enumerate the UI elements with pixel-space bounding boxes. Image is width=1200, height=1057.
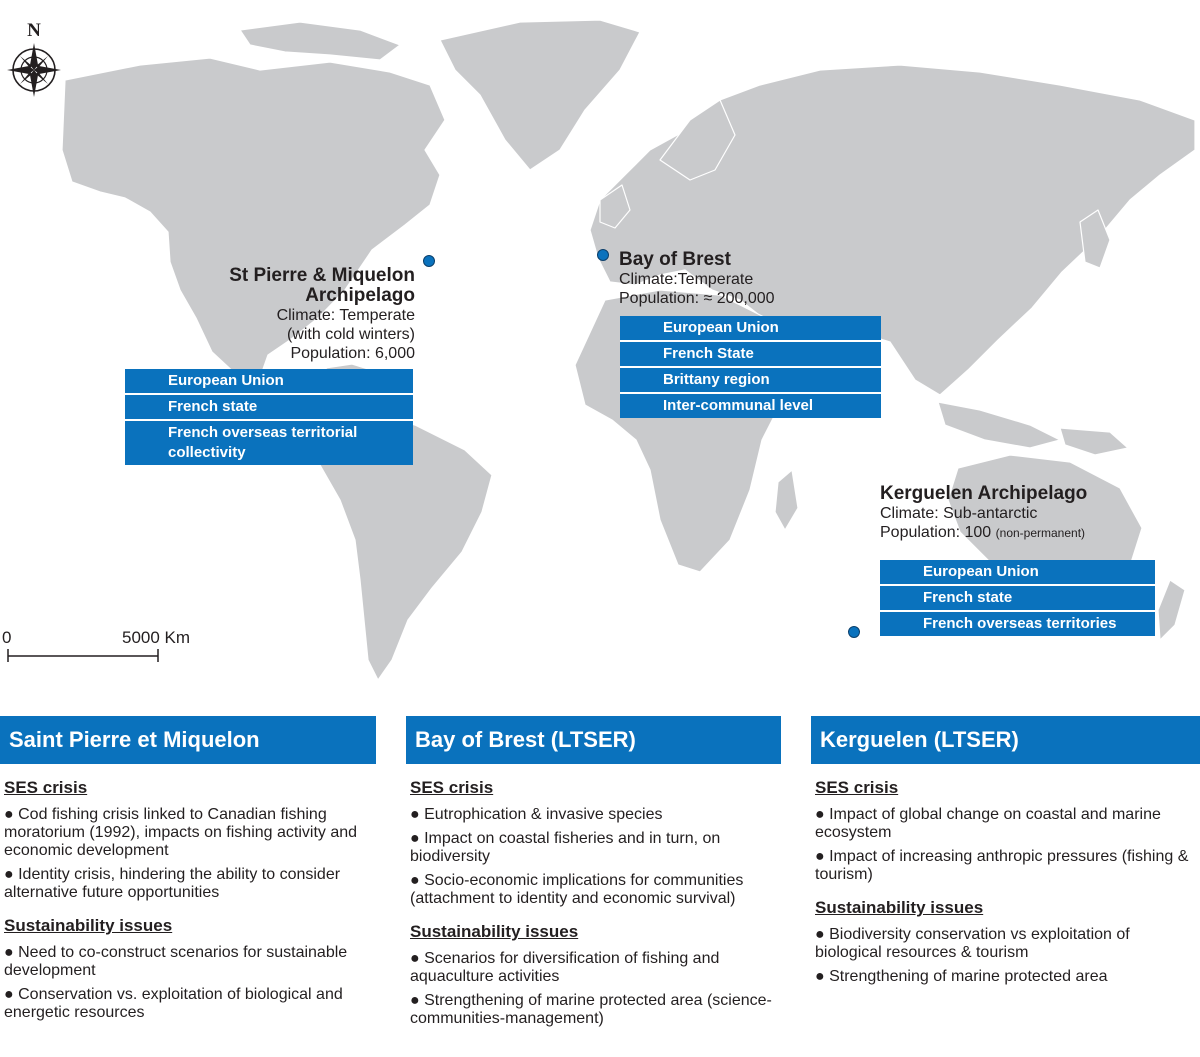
scale-end-label: 5000 Km (122, 628, 191, 647)
site-name: Bay of Brest (619, 249, 731, 270)
sustainability-title: Sustainability issues (815, 898, 984, 917)
sustainability-item: ● Scenarios for diversification of fishing and aquaculture activities (410, 950, 720, 985)
compass-icon (7, 43, 61, 97)
site-info-bay-of-brest (619, 250, 775, 308)
southeast-asia-islands-landmass (938, 402, 1060, 448)
sustainability-item: ● Strengthening of marine protected area (science-communities-management) (410, 992, 772, 1027)
panel-title: Bay of Brest (LTSER) (406, 716, 781, 764)
governance-levels-bay-of-brest (620, 316, 881, 418)
site-climate: Climate:Temperate (619, 271, 754, 288)
gov-level-eu: European Union (125, 369, 413, 395)
sustainability-item: ● Biodiversity conservation vs exploitation of biological resources & tourism (815, 926, 1130, 961)
ses-crisis-title: SES crisis (4, 778, 88, 797)
gov-level-region: Brittany region (620, 368, 881, 394)
gov-level-territories: French overseas territories (880, 612, 1155, 636)
sustainability-item: ● Conservation vs. exploitation of biological and energetic resources (4, 986, 343, 1021)
ses-crisis-title: SES crisis (410, 778, 494, 797)
ses-item: ● Impact of global change on coastal and marine ecosystem (815, 806, 1161, 841)
sustainability-item: ● Need to co-construct scenarios for sustainable development (4, 944, 348, 979)
panel-kerguelen (811, 716, 1200, 992)
marker-bay-of-brest[interactable] (597, 249, 609, 261)
ses-crisis-title: SES crisis (815, 778, 899, 797)
new-zealand-landmass (1158, 580, 1185, 640)
gov-level-intercommunal: Inter-communal level (620, 394, 881, 418)
site-climate-note: (with cold winters) (286, 326, 415, 343)
site-population: Population: 6,000 (290, 345, 415, 362)
madagascar-landmass (775, 470, 798, 530)
scale-bar (8, 649, 158, 662)
gov-level-state: French State (620, 342, 881, 368)
site-population (880, 523, 1087, 543)
panel-title: Saint Pierre et Miquelon (0, 716, 376, 764)
new-guinea-landmass (1060, 428, 1128, 455)
sustainability-title: Sustainability issues (4, 916, 173, 935)
site-climate: Climate: Temperate (276, 307, 415, 324)
site-info-st-pierre (229, 266, 415, 363)
marker-kerguelen[interactable] (848, 626, 860, 638)
site-name-line-2: Archipelago (305, 285, 415, 306)
ses-item: ● Socio-economic implications for communities (attachment to identity and economic survival) (410, 872, 744, 907)
north-label: N (27, 20, 41, 41)
gov-level-eu: European Union (620, 316, 881, 342)
panel-bay-of-brest (406, 716, 781, 1034)
site-name: Kerguelen Archipelago (880, 483, 1088, 504)
governance-levels-kerguelen (880, 560, 1155, 636)
sustainability-title: Sustainability issues (410, 922, 579, 941)
ses-item: ● Cod fishing crisis linked to Canadian fishing moratorium (1992), impacts on fishing activity and economic development (4, 806, 358, 859)
ses-item: ● Eutrophication & invasive species (410, 806, 663, 823)
gov-level-state: French state (880, 586, 1155, 612)
sustainability-item: ● Strengthening of marine protected area (815, 968, 1108, 985)
ses-item: ● Impact on coastal fisheries and in turn, on biodiversity (410, 830, 721, 865)
site-name-line-1: St Pierre & Miquelon (229, 265, 415, 286)
gov-level-state: French state (125, 395, 413, 421)
greenland-landmass (440, 20, 640, 170)
ses-item: ● Impact of increasing anthropic pressures (fishing & tourism) (815, 848, 1189, 883)
governance-levels-st-pierre (125, 369, 413, 465)
scale-start-label: 0 (2, 628, 12, 647)
site-population-note: (non-permanent) (995, 526, 1086, 540)
site-climate: Climate: Sub-antarctic (880, 505, 1038, 522)
panel-title: Kerguelen (LTSER) (811, 716, 1200, 764)
gov-level-eu: European Union (880, 560, 1155, 586)
panel-saint-pierre (0, 716, 376, 1028)
ses-item: ● Identity crisis, hindering the ability to consider alternative future opportunities (4, 866, 341, 901)
site-info-kerguelen (880, 484, 1087, 543)
marker-st-pierre-miquelon[interactable] (423, 255, 435, 267)
site-population-value: Population: 100 (880, 524, 992, 541)
site-population: Population: ≈ 200,000 (619, 290, 775, 307)
arctic-islands-landmass (240, 22, 400, 60)
gov-level-collectivity: French overseas territorial collectivity (125, 421, 413, 465)
